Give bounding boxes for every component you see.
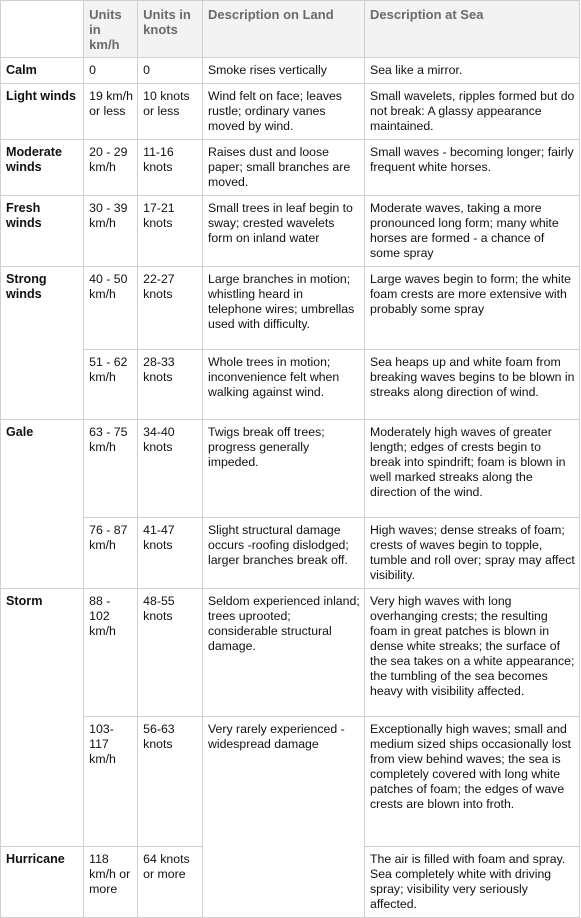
- speed-kmh-cell: 63 - 75 km/h: [84, 420, 138, 518]
- table-row: [1, 84, 580, 140]
- speed-knots-cell: 10 knots or less: [138, 84, 203, 140]
- header-kmh: Units in km/h: [84, 1, 138, 58]
- speed-kmh-cell: 76 - 87 km/h: [84, 518, 138, 589]
- sea-description-cell: Exceptionally high waves; small and medium sized ships occasionally lost from view behind waves; the sea is completely covered with long white patches of foam; the edges of wave crests are blown into froth.: [365, 717, 580, 847]
- land-description-cell: Twigs break off trees; progress generally impeded.: [202, 420, 364, 518]
- header-blank: [1, 1, 84, 58]
- wind-category-label: Gale: [1, 420, 84, 589]
- speed-knots-cell: 34-40 knots: [138, 420, 203, 518]
- wind-category-label: Calm: [1, 58, 84, 84]
- speed-knots-cell: 0: [138, 58, 203, 84]
- table-row: [1, 267, 580, 350]
- table-row: [1, 140, 580, 196]
- land-description-cell: Raises dust and loose paper; small branches are moved.: [202, 140, 364, 196]
- speed-kmh-cell: 30 - 39 km/h: [84, 196, 138, 267]
- header-sea: Description at Sea: [365, 1, 580, 58]
- table-row: [1, 196, 580, 267]
- speed-kmh-cell: 103-117 km/h: [84, 717, 138, 847]
- speed-knots-cell: 28-33 knots: [138, 350, 203, 420]
- sea-description-cell: Large waves begin to form; the white foam crests are more extensive with probably some spray: [365, 267, 580, 350]
- speed-kmh-cell: 20 - 29 km/h: [84, 140, 138, 196]
- table-row: [1, 350, 580, 420]
- land-description-cell: Wind felt on face; leaves rustle; ordinary vanes moved by wind.: [202, 84, 364, 140]
- wind-category-label: Storm: [1, 589, 84, 847]
- speed-kmh-cell: 0: [84, 58, 138, 84]
- land-description-cell: Large branches in motion; whistling heard in telephone wires; umbrellas used with difficulty.: [202, 267, 364, 350]
- speed-knots-cell: 17-21 knots: [138, 196, 203, 267]
- speed-knots-cell: 41-47 knots: [138, 518, 203, 589]
- sea-description-cell: Small wavelets, ripples formed but do not break: A glassy appearance maintained.: [365, 84, 580, 140]
- sea-description-cell: High waves; dense streaks of foam; crests of waves begin to topple, tumble and roll over; spray may affect visibility.: [365, 518, 580, 589]
- sea-description-cell: Sea like a mirror.: [365, 58, 580, 84]
- speed-kmh-cell: 19 km/h or less: [84, 84, 138, 140]
- sea-description-cell: The air is filled with foam and spray. Sea completely white with driving spray; visibility very seriously affected.: [365, 847, 580, 918]
- land-description-cell: Seldom experienced inland; trees uprooted; considerable structural damage.: [202, 589, 364, 717]
- table-row: [1, 717, 580, 847]
- table-row: [1, 518, 580, 589]
- wind-category-label: Moderate winds: [1, 140, 84, 196]
- land-description-cell: Very rarely experienced - widespread damage: [202, 717, 364, 918]
- speed-kmh-cell: 51 - 62 km/h: [84, 350, 138, 420]
- sea-description-cell: Small waves - becoming longer; fairly frequent white horses.: [365, 140, 580, 196]
- header-knots: Units in knots: [138, 1, 203, 58]
- sea-description-cell: Moderately high waves of greater length; edges of crests begin to break into spindrift; foam is blown in well marked streaks along the direction of the wind.: [365, 420, 580, 518]
- wind-category-label: Fresh winds: [1, 196, 84, 267]
- table-row: [1, 589, 580, 717]
- speed-knots-cell: 11-16 knots: [138, 140, 203, 196]
- speed-kmh-cell: 40 - 50 km/h: [84, 267, 138, 350]
- speed-knots-cell: 56-63 knots: [138, 717, 203, 847]
- speed-knots-cell: 48-55 knots: [138, 589, 203, 717]
- speed-kmh-cell: 88 - 102 km/h: [84, 589, 138, 717]
- speed-knots-cell: 64 knots or more: [138, 847, 203, 918]
- header-land: Description on Land: [202, 1, 364, 58]
- sea-description-cell: Very high waves with long overhanging crests; the resulting foam in great patches is blown in dense white streaks; the surface of the sea takes on a white appearance; the tumbling of the sea becomes heavy with visibility affected.: [365, 589, 580, 717]
- wind-category-label: Strong winds: [1, 267, 84, 420]
- speed-kmh-cell: 118 km/h or more: [84, 847, 138, 918]
- sea-description-cell: Moderate waves, taking a more pronounced long form; many white horses are formed - a chance of some spray: [365, 196, 580, 267]
- wind-category-label: Hurricane: [1, 847, 84, 918]
- header-row: [1, 1, 580, 58]
- speed-knots-cell: 22-27 knots: [138, 267, 203, 350]
- table-row: [1, 58, 580, 84]
- sea-description-cell: Sea heaps up and white foam from breaking waves begins to be blown in streaks along direction of wind.: [365, 350, 580, 420]
- table-row: [1, 420, 580, 518]
- land-description-cell: Whole trees in motion; inconvenience felt when walking against wind.: [202, 350, 364, 420]
- land-description-cell: Smoke rises vertically: [202, 58, 364, 84]
- land-description-cell: Slight structural damage occurs -roofing dislodged; larger branches break off.: [202, 518, 364, 589]
- land-description-cell: Small trees in leaf begin to sway; crested wavelets form on inland water: [202, 196, 364, 267]
- wind-category-label: Light winds: [1, 84, 84, 140]
